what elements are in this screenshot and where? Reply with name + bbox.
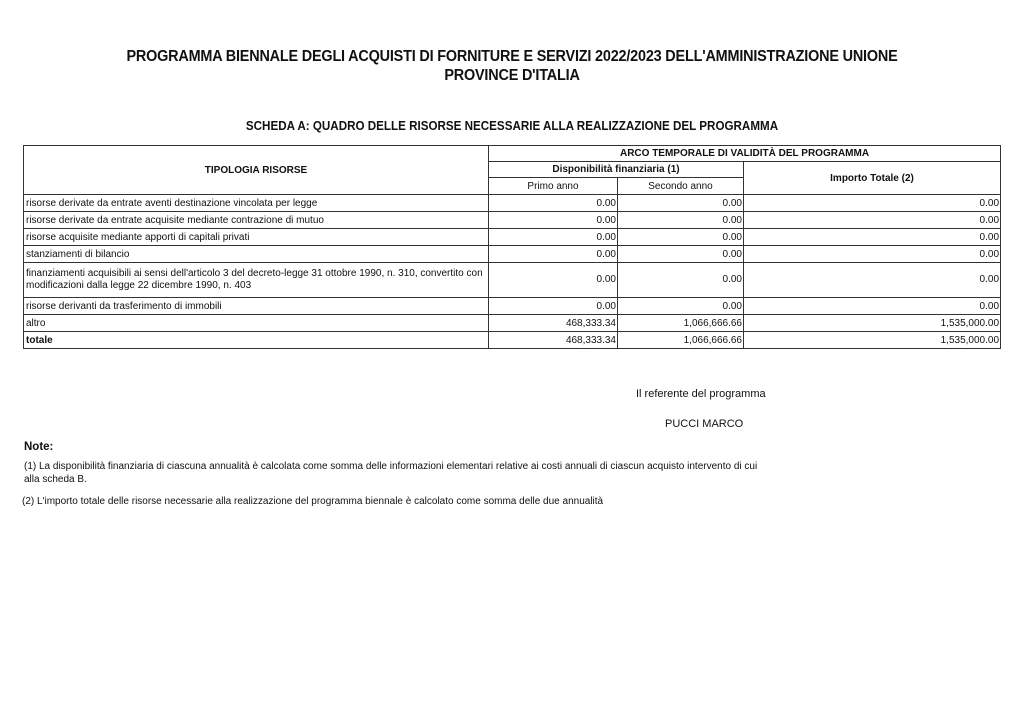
row-label: risorse derivate da entrate acquisite mediante contrazione di mutuo <box>24 212 489 229</box>
cell-primo-anno: 0.00 <box>489 246 618 263</box>
header-primo-anno: Primo anno <box>489 178 618 195</box>
cell-secondo-anno: 1,066,666.66 <box>618 315 744 332</box>
document-title <box>36 47 988 85</box>
cell-secondo-anno: 0.00 <box>618 212 744 229</box>
table-row <box>24 229 1001 246</box>
cell-primo-anno: 0.00 <box>489 229 618 246</box>
cell-primo-anno: 0.00 <box>489 195 618 212</box>
cell-secondo-anno: 0.00 <box>618 298 744 315</box>
cell-primo-anno: 0.00 <box>489 263 618 298</box>
resources-table <box>23 145 1001 349</box>
row-label: risorse acquisite mediante apporti di capitali privati <box>24 229 489 246</box>
table-row-total <box>24 332 1001 349</box>
cell-importo-totale: 0.00 <box>744 229 1001 246</box>
table-row <box>24 263 1001 298</box>
cell-importo-totale: 0.00 <box>744 195 1001 212</box>
header-arco-temporale: ARCO TEMPORALE DI VALIDITÀ DEL PROGRAMMA <box>489 146 1001 162</box>
cell-importo-totale: 1,535,000.00 <box>744 315 1001 332</box>
cell-importo-totale: 0.00 <box>744 298 1001 315</box>
cell-importo-totale: 0.00 <box>744 263 1001 298</box>
header-disponibilita: Disponibilità finanziaria (1) <box>489 162 744 178</box>
cell-primo-anno: 0.00 <box>489 212 618 229</box>
note-1: (1) La disponibilità finanziaria di ciascuna annualità è calcolata come somma delle informazioni elementari relative ai costi annuali di ciascun acquisto intervento di cui alla scheda B. <box>24 461 758 485</box>
header-importo-totale: Importo Totale (2) <box>744 162 1001 195</box>
table-row <box>24 298 1001 315</box>
signature-name: PUCCI MARCO <box>665 418 744 430</box>
table-row <box>24 212 1001 229</box>
note-2: (2) L'importo totale delle risorse necessarie alla realizzazione del programma biennale è calcolato come somma delle due annualità <box>22 496 604 507</box>
cell-importo-totale: 0.00 <box>744 246 1001 263</box>
table-row <box>24 195 1001 212</box>
signature-role: Il referente del programma <box>636 388 766 400</box>
cell-secondo-anno: 0.00 <box>618 195 744 212</box>
row-label: risorse derivate da entrate aventi destinazione vincolata per legge <box>24 195 489 212</box>
table-row <box>24 315 1001 332</box>
cell-secondo-anno: 0.00 <box>618 263 744 298</box>
header-secondo-anno: Secondo anno <box>618 178 744 195</box>
title-line-2: PROVINCE D'ITALIA <box>444 67 580 84</box>
row-label: risorse derivanti da trasferimento di immobili <box>24 298 489 315</box>
row-label: stanziamenti di bilancio <box>24 246 489 263</box>
notes-heading: Note: <box>24 441 54 453</box>
cell-secondo-anno: 0.00 <box>618 229 744 246</box>
cell-primo-anno: 468,333.34 <box>489 332 618 349</box>
header-tipologia: TIPOLOGIA RISORSE <box>24 146 489 195</box>
cell-importo-totale: 0.00 <box>744 212 1001 229</box>
cell-primo-anno: 468,333.34 <box>489 315 618 332</box>
table-row <box>24 246 1001 263</box>
cell-secondo-anno: 1,066,666.66 <box>618 332 744 349</box>
row-label: totale <box>24 332 489 349</box>
cell-secondo-anno: 0.00 <box>618 246 744 263</box>
row-label: altro <box>24 315 489 332</box>
row-label: finanziamenti acquisibili ai sensi dell'articolo 3 del decreto-legge 31 ottobre 1990, n. 310, convertito con modificazioni dalla legge 22 dicembre 1990, n. 403 <box>24 263 489 298</box>
cell-importo-totale: 1,535,000.00 <box>744 332 1001 349</box>
title-line-1: PROGRAMMA BIENNALE DEGLI ACQUISTI DI FORNITURE E SERVIZI 2022/2023 DELL'AMMINISTRAZIONE UNIONE <box>126 48 898 65</box>
document-subtitle: SCHEDA A: QUADRO DELLE RISORSE NECESSARIE ALLA REALIZZAZIONE DEL PROGRAMMA <box>245 119 779 133</box>
cell-primo-anno: 0.00 <box>489 298 618 315</box>
